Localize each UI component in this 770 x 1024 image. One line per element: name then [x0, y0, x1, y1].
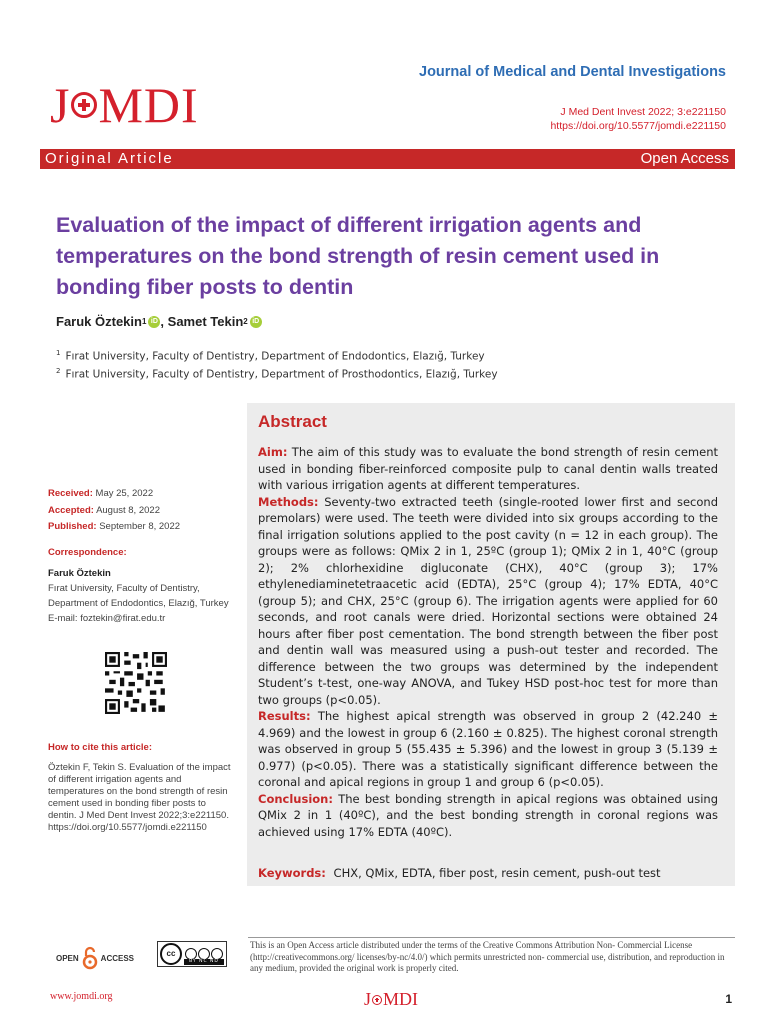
journal-name: Journal of Medical and Dental Investigations	[419, 64, 726, 80]
article-title: Evaluation of the impact of different irrigation agents and temperatures on the bond strength of resin cement used in bonding fiber posts to dentin	[56, 213, 660, 299]
orcid-icon[interactable]: iD	[250, 316, 262, 328]
abstract-aim: Aim: The aim of this study was to evaluate the bond strength of resin cement used in bonding fiber-reinforced composite pulp to canal dentin walls treated with various irrigation agents at different temperatures.	[258, 445, 719, 492]
affiliation	[56, 367, 498, 381]
affiliation-text: Fırat University, Faculty of Dentistry, Department of Endodontics, Elazığ, Turkey	[65, 350, 485, 363]
abstract-body	[258, 444, 718, 840]
affiliation-number: 2	[56, 367, 61, 375]
published-date: Published: September 8, 2022	[48, 521, 181, 532]
orcid-icon[interactable]: iD	[148, 316, 160, 328]
author-affiliation-number: 2	[243, 317, 248, 326]
qr-code-icon[interactable]	[105, 652, 167, 714]
journal-logo	[50, 72, 199, 138]
doi-link[interactable]: https://doi.org/10.5577/jomdi.e221150	[550, 120, 726, 132]
abstract-results: Results: The highest apical strength was observed in group 2 (42.240 ± 4.969) and the lowest in group 6 (2.160 ± 0.825). The highest coronal strength was observed in group 5 (55.435 ± 5.396) and the lowest in group 3 (5.139 ± 0.977) (p<0.05). There was a statistically significant difference between the coronal and apical regions in group 1 and group 6 (p<0.05).	[258, 709, 719, 789]
author-affiliation-number: 1	[141, 317, 147, 326]
how-to-cite-text: Öztekin F, Tekin S. Evaluation of the impact of different irrigation agents and temperatures on the bond strength of resin cement used in bonding fiber posts to dentin. J Med Dent Invest 2022;3:e221150. https://doi.org/10.5577/jomdi.e221150	[48, 762, 231, 833]
correspondence-address: Fırat University, Faculty of Dentistry,	[48, 583, 200, 594]
open-access-label: Open Access	[640, 150, 729, 167]
affiliation-text: Fırat University, Faculty of Dentistry, Department of Prosthodontics, Elazığ, Turkey	[65, 368, 498, 381]
open-access-logo	[56, 940, 134, 976]
correspondence-name: Faruk Öztekin	[48, 568, 111, 579]
how-to-cite-heading: How to cite this article:	[48, 742, 152, 753]
abstract-methods: Methods: Seventy-two extracted teeth (single-rooted lower first and second premolars) were used. The teeth were divided into six groups according to the final irrigation solutions applied to the post cavity (n = 12 in each group). The groups were as follows: QMix 2 in 1, 25ºC (group 1); QMix 2 in 1, 40°C (group 2); 2% chlorhexidine digluconate (CHX), 40°C (group 3); 17% ethylenediaminetetraacetic acid (EDTA), 25°C (group 4); 17% EDTA, 40°C (group 5); and CHX, 25°C (group 6). The irrigation agents were applied for 60 seconds, and root canals were dried. Horizontal sections were obtained 24 hours after fiber post cementation. The bond strength between the fiber post and dentin wall was measured using a push-out tester and recorded. The difference between the two groups was determined by the independent Student’s t-test, one-way ANOVA, and Tukey HSD post-hoc test for more than two groups (p<0.05).	[258, 494, 718, 707]
logo-cross-icon	[372, 995, 382, 1005]
article-type-bar	[40, 149, 735, 169]
abstract-heading: Abstract	[258, 412, 327, 431]
correspondence-heading: Correspondence:	[48, 547, 127, 558]
journal-citation: J Med Dent Invest 2022; 3:e221150	[560, 106, 726, 118]
oa-access-text: ACCESS	[100, 953, 135, 963]
author-name[interactable]: Faruk Öztekin	[56, 314, 142, 329]
cc-license-badge[interactable]	[157, 941, 227, 967]
affiliation-number: 1	[56, 349, 61, 357]
keywords: Keywords: CHX, QMix, EDTA, fiber post, resin cement, push-out test	[258, 866, 661, 880]
article-type: Original Article	[45, 150, 174, 167]
oa-open-text: OPEN	[56, 953, 79, 963]
correspondence-address: Department of Endodontics, Elazığ, Turkey	[48, 598, 229, 609]
open-lock-icon	[82, 946, 98, 970]
cite-doi-link[interactable]: https://doi.org/10.5577/jomdi.e221150	[48, 822, 207, 833]
received-date: Received: May 25, 2022	[48, 488, 154, 499]
footer-logo: J MDI	[364, 989, 419, 1009]
cc-icon: cc	[160, 943, 182, 965]
footer-divider	[248, 937, 735, 938]
cc-strip: BY NC ND	[184, 959, 224, 965]
logo-cross-icon	[71, 92, 97, 118]
accepted-date: Accepted: August 8, 2022	[48, 505, 160, 516]
author-separator: ,	[160, 314, 168, 329]
affiliation	[56, 349, 485, 363]
abstract-conclusion: Conclusion: The best bonding strength in apical regions was obtained using QMix 2 in 1 (40ºC), and the best bonding strength in coronal regions was achieved using 17% EDTA (40ºC).	[258, 791, 718, 839]
logo-letter-j: J	[50, 77, 71, 133]
correspondence-email[interactable]: E-mail: foztekin@firat.edu.tr	[48, 613, 166, 624]
author-list	[56, 314, 262, 329]
logo-letters: MDI	[98, 77, 199, 133]
page-number: 1	[725, 992, 732, 1006]
author-name[interactable]: Samet Tekin	[167, 314, 244, 329]
site-link[interactable]: www.jomdi.org	[50, 991, 113, 1002]
license-text: This is an Open Access article distributed under the terms of the Creative Commons Attribution Non- Commercial License (http://creativecommons.org/ licenses/by-nc/4.0/) which permits unrestricted non- commercial use, distribution, and reproduction in any medium, provided the original work is properly cited.	[250, 940, 725, 973]
